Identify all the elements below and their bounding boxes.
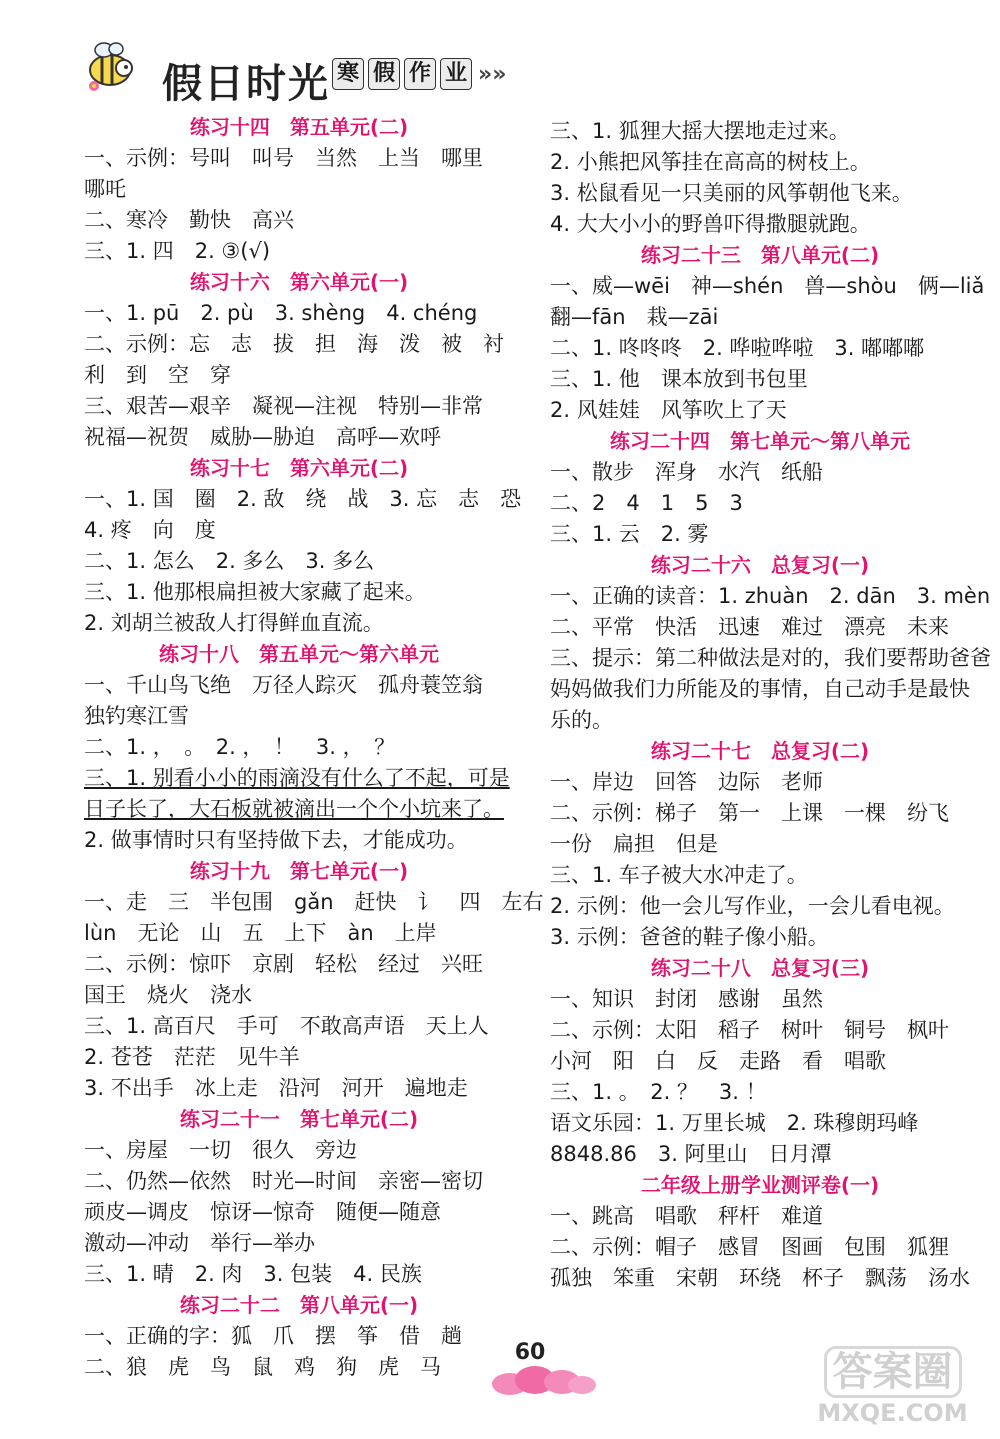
- answer-line: 二、1. ， 。 2. ， ！ 3. ， ？: [84, 735, 396, 759]
- section-title: 练习十四 第五单元(二): [189, 115, 409, 139]
- answer-line: 一、1. pū 2. pù 3. shèng 4. chéng: [84, 301, 478, 325]
- answer-line: 3. 不出手 冰上走 沿河 河开 遍地走: [84, 1076, 468, 1100]
- answer-line: 国王 烧火 浇水: [84, 983, 252, 1007]
- section-title: 练习二十四 第七单元～第八单元: [610, 429, 910, 453]
- answer-line: 孤独 笨重 宋朝 环绕 杯子 飘荡 汤水: [550, 1266, 970, 1290]
- answer-line: 顽皮—调皮 惊讶—惊奇 随便—随意: [84, 1200, 441, 1224]
- bee-icon: [80, 38, 136, 94]
- answer-line: 4. 疼 向 度: [84, 518, 216, 542]
- answer-line: 三、1. 别看小小的雨滴没有什么了不起，可是: [84, 766, 510, 790]
- answer-line: 2. 做事情时只有坚持做下去，才能成功。: [84, 828, 468, 852]
- answer-line: 2. 刘胡兰被敌人打得鲜血直流。: [84, 611, 384, 635]
- answer-line: 3. 松鼠看见一只美丽的风筝朝他飞来。: [550, 181, 913, 205]
- answer-line: 三、提示：第二种做法是对的，我们要帮助爸爸: [550, 646, 991, 670]
- answer-line: 利 到 空 穿: [84, 363, 231, 387]
- section-title: 练习二十一 第七单元(二): [179, 1107, 419, 1131]
- answer-line: 二、狼 虎 鸟 鼠 鸡 狗 虎 马: [84, 1355, 441, 1379]
- answer-line: 妈妈做我们力所能及的事情，自己动手是最快: [550, 677, 970, 701]
- answer-line: 二、示例：梯子 第一 上课 一棵 纷飞: [550, 801, 949, 825]
- answer-line: 一份 扁担 但是: [550, 832, 718, 856]
- answer-line: 2. 小熊把风筝挂在高高的树枝上。: [550, 150, 871, 174]
- section-title: 练习十六 第六单元(一): [189, 270, 409, 294]
- answer-line: 语文乐园：1. 万里长城 2. 珠穆朗玛峰: [550, 1111, 919, 1135]
- answer-line: 二、示例：惊吓 京剧 轻松 经过 兴旺: [84, 952, 483, 976]
- section-title: 练习十八 第五单元～第六单元: [159, 642, 439, 666]
- watermark: [800, 1340, 985, 1427]
- subtitle-char: 假: [368, 58, 400, 90]
- answer-line: 一、正确的读音：1. zhuàn 2. dān 3. mèn: [550, 584, 991, 608]
- answer-line: 二、1. 怎么 2. 多么 3. 多么: [84, 549, 375, 573]
- answer-line: 一、走 三 半包围 gǎn 赶快 讠 四 左右: [84, 890, 544, 914]
- answer-line: 二、1. 咚咚咚 2. 哗啦哗啦 3. 嘟嘟嘟: [550, 336, 925, 360]
- section-title: 练习二十七 总复习(二): [650, 739, 870, 763]
- answer-line: 二、示例：忘 志 拔 担 海 泼 被 衬: [84, 332, 504, 356]
- answer-line: 3. 示例：爸爸的鞋子像小船。: [550, 925, 829, 949]
- answer-line: 一、示例：号叫 叫号 当然 上当 哪里: [84, 146, 483, 170]
- answer-line: 一、正确的字：狐 爪 摆 筝 借 趟: [84, 1324, 462, 1348]
- answer-line: 翻—fān 栽—zāi: [550, 305, 719, 329]
- answer-line: 二、2 4 1 5 3: [550, 491, 743, 515]
- section-title: 练习十九 第七单元(一): [189, 859, 409, 883]
- answer-line: 三、1. 四 2. ③(√): [84, 239, 271, 263]
- answer-line: 乐的。: [550, 708, 613, 732]
- answer-line: 4. 大大小小的野兽吓得撒腿就跑。: [550, 212, 871, 236]
- answer-line: 激动—冲动 举行—举办: [84, 1231, 315, 1255]
- answer-line: 祝福—祝贺 威胁—胁迫 高呼—欢呼: [84, 425, 441, 449]
- answer-line: 二、平常 快活 迅速 难过 漂亮 未来: [550, 615, 949, 639]
- subtitle-char: 寒: [332, 58, 364, 90]
- answer-line: lùn 无论 山 五 上下 àn 上岸: [84, 921, 437, 945]
- answer-line: 三、1. 狐狸大摇大摆地走过来。: [550, 119, 850, 143]
- answer-line: 三、1. 云 2. 雾: [550, 522, 709, 546]
- answer-line: 二、仍然—依然 时光—时间 亲密—密切: [84, 1169, 483, 1193]
- watermark-logo: 答案圈: [824, 1346, 962, 1398]
- answer-line: 2. 风娃娃 风筝吹上了天: [550, 398, 787, 422]
- answer-line: 二、示例：太阳 稻子 树叶 铜号 枫叶: [550, 1018, 949, 1042]
- answer-line: 一、跳高 唱歌 秤杆 难道: [550, 1204, 823, 1228]
- header-title: 假日时光: [162, 60, 330, 107]
- answer-line: 哪吒: [84, 177, 126, 201]
- answer-line: 二、寒冷 勤快 高兴: [84, 208, 294, 232]
- right-column: [550, 116, 991, 1294]
- watermark-url: MXQE.COM: [817, 1399, 968, 1427]
- answer-line: 独钓寒江雪: [84, 704, 189, 728]
- answer-line: 8848.86 3. 阿里山 日月潭: [550, 1142, 832, 1166]
- answer-line: 二、示例：帽子 感冒 图画 包围 狐狸: [550, 1235, 949, 1259]
- answer-line: 一、知识 封闭 感谢 虽然: [550, 987, 823, 1011]
- section-title: 练习二十六 总复习(一): [650, 553, 870, 577]
- answer-line: 一、威—wēi 神—shén 兽—shòu 俩—liǎ: [550, 274, 985, 298]
- section-title: 二年级上册学业测评卷(一): [640, 1173, 880, 1197]
- answer-line: 一、1. 国 圈 2. 敌 绕 战 3. 忘 志 恐: [84, 487, 522, 511]
- page-number: 60: [514, 1340, 546, 1365]
- cloud-decoration-icon: [490, 1360, 600, 1396]
- answer-line: 小河 阳 白 反 走路 看 唱歌: [550, 1049, 886, 1073]
- subtitle-char: 业: [440, 58, 472, 90]
- answer-line: 2. 示例：他一会儿写作业，一会儿看电视。: [550, 894, 955, 918]
- chevron-right-icon: »»: [478, 61, 507, 87]
- subtitle-char: 作: [404, 58, 436, 90]
- answer-line: 三、1. 。 2. ？ 3. ！: [550, 1080, 767, 1104]
- section-title: 练习十七 第六单元(二): [189, 456, 409, 480]
- header-subtitle: [332, 56, 506, 92]
- answer-line: 三、1. 晴 2. 肉 3. 包装 4. 民族: [84, 1262, 422, 1286]
- answer-line: 三、1. 车子被大水冲走了。: [550, 863, 808, 887]
- section-title: 练习二十八 总复习(三): [650, 956, 870, 980]
- answer-line: 一、散步 浑身 水汽 纸船: [550, 460, 823, 484]
- answer-line: 一、千山鸟飞绝 万径人踪灭 孤舟蓑笠翁: [84, 673, 483, 697]
- section-title: 练习二十三 第八单元(二): [640, 243, 880, 267]
- answer-line: 一、岸边 回答 边际 老师: [550, 770, 823, 794]
- answer-line: 三、艰苦—艰辛 凝视—注视 特别—非常: [84, 394, 483, 418]
- answer-line: 一、房屋 一切 很久 旁边: [84, 1138, 357, 1162]
- answer-line: 日子长了，大石板就被滴出一个个小坑来了。: [84, 797, 504, 821]
- page-header: [70, 22, 540, 112]
- section-title: 练习二十二 第八单元(一): [179, 1293, 419, 1317]
- answer-line: 三、1. 高百尺 手可 不敢高声语 天上人: [84, 1014, 489, 1038]
- answer-line: 三、1. 他那根扁担被大家藏了起来。: [84, 580, 426, 604]
- answer-line: 2. 苍苍 茫茫 见牛羊: [84, 1045, 300, 1069]
- answer-line: 三、1. 他 课本放到书包里: [550, 367, 808, 391]
